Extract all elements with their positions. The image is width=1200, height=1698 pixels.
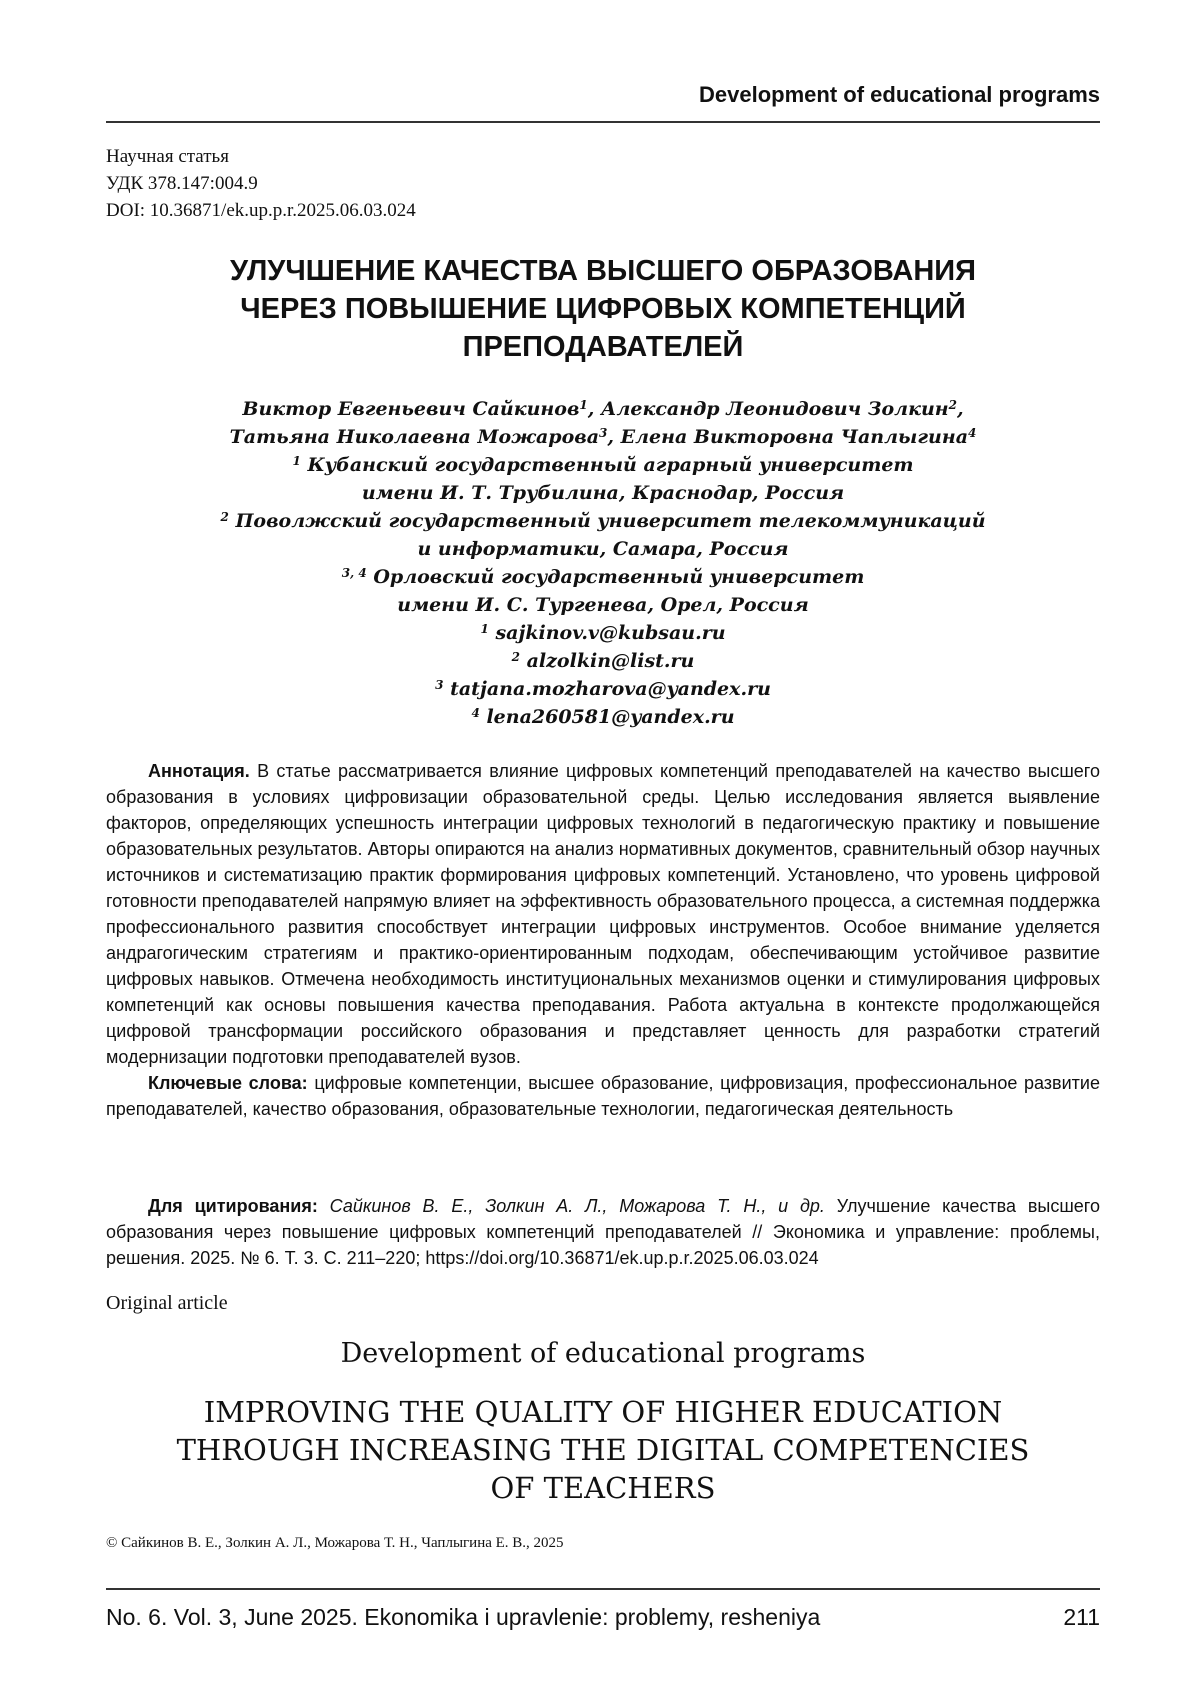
email-link[interactable]: sajkinov.v@kubsau.ru — [495, 622, 726, 644]
email-line: $^3$ tatjana.mozharova@yandex.ru — [435, 678, 771, 700]
running-head: Development of educational programs — [699, 82, 1100, 107]
email-line: $^4$ lena260581@yandex.ru — [471, 706, 735, 728]
abstract-section — [106, 758, 1100, 1122]
affiliation-3-4: $^{3, 4}$ Орловский государственный университет — [341, 566, 865, 588]
original-article-label: Original article — [106, 1292, 228, 1314]
page-number: 211 — [1063, 1604, 1100, 1630]
english-title-line: OF TEACHERS — [490, 1471, 716, 1505]
affiliation-1: $^1$ Кубанский государственный аграрный университет — [292, 454, 914, 476]
author-name: Александр Леонидович Золкин — [601, 398, 949, 420]
citation-block — [106, 1193, 1100, 1271]
email-link[interactable]: tatjana.mozharova@yandex.ru — [450, 678, 771, 700]
russian-title-line: УЛУЧШЕНИЕ КАЧЕСТВА ВЫСШЕГО ОБРАЗОВАНИЯ — [230, 255, 976, 287]
english-title-line: THROUGH INCREASING THE DIGITAL COMPETENCIES — [176, 1433, 1030, 1467]
citation-label: Для цитирования: — [148, 1196, 318, 1216]
citation-authors: Сайкинов В. Е., Золкин А. Л., Можарова Т. Н., и др. — [317, 1196, 825, 1216]
abstract-label: Аннотация. — [148, 761, 250, 781]
journal-info: No. 6. Vol. 3, June 2025. Ekonomika i upravlenie: problemy, resheniya — [106, 1604, 821, 1630]
udc-code: УДК 378.147:004.9 — [106, 173, 258, 194]
author-name: Виктор Евгеньевич Сайкинов — [242, 398, 580, 420]
author-name: Татьяна Николаевна Можарова — [229, 426, 600, 448]
email-link[interactable]: alzolkin@list.ru — [526, 650, 695, 672]
author-sup: 2 — [948, 398, 957, 412]
abstract-paragraph — [106, 758, 1100, 1070]
article-type: Научная статья — [106, 146, 229, 167]
keywords-label: Ключевые слова: — [148, 1073, 308, 1093]
citation-text: Улучшение качества высшего образования через повышение цифровых компетенций преподавателей // Экономика и управление: проблемы, решения. 2025. № 6. Т. 3. С. 211–220; https://doi.org/10.36871/ek.up.p.r.2025.06.03.024 — [106, 1196, 1100, 1268]
affiliation-3-4-cont: имени И. С. Тургенева, Орел, Россия — [397, 594, 809, 616]
affiliation-2: $^2$ Поволжский государственный университет телекоммуникаций — [220, 510, 986, 532]
header-rule — [106, 121, 1100, 123]
doi: DOI: 10.36871/ek.up.p.r.2025.06.03.024 — [106, 200, 416, 221]
russian-title-line: ПРЕПОДАВАТЕЛЕЙ — [462, 331, 744, 363]
authors-block — [106, 395, 1100, 731]
keywords-paragraph — [106, 1070, 1100, 1122]
affiliation-2-cont: и информатики, Самара, Россия — [417, 538, 789, 560]
author-sup: 3 — [599, 426, 608, 440]
authors-line-1: Виктор Евгеньевич Сайкинов$^1$, Александр Леонидович Золкин$^2$, — [242, 398, 964, 420]
page-footer — [106, 1604, 1100, 1631]
affiliation-1-cont: имени И. Т. Трубилина, Краснодар, Россия — [361, 482, 845, 504]
abstract-text: В статье рассматривается влияние цифровых компетенций преподавателей на качество высшего образования в условиях цифровизации образовательной среды. Целью исследования является выявление факторов, определяющих успешность интеграции цифровых технологий в педагогическую практику и повышение образовательных результатов. Авторы опираются на анализ нормативных документов, сравнительный обзор научных источников и систематизацию практик формирования цифровых компетенций. Установлено, что уровень цифровой готовности преподавателей напрямую влияет на эффективность образовательного процесса, а системная поддержка профессионального развития способствует интеграции цифровых инструментов. Особое внимание уделяется андрагогическим стратегиям и практико-ориентированным подходам, обеспечивающим устойчивое развитие цифровых навыков. Отмечена необходимость институциональных механизмов оценки и стимулирования цифровых компетенций как основы повышения качества преподавания. Работа актуальна в контексте продолжающейся цифровой трансформации российского образования и представляет ценность для разработки стратегий модернизации подготовки преподавателей вузов. — [106, 761, 1100, 1067]
article-meta — [106, 143, 416, 224]
english-section-title: Development of educational programs — [340, 1338, 866, 1369]
keywords-text: цифровые компетенции, высшее образование, цифровизация, профессиональное развитие преподавателей, качество образования, образовательные технологии, педагогическая деятельность — [106, 1073, 1100, 1119]
email-link[interactable]: lena260581@yandex.ru — [486, 706, 735, 728]
footer-rule — [106, 1588, 1100, 1590]
english-title — [106, 1393, 1100, 1507]
copyright-notice: © Сайкинов В. Е., Золкин А. Л., Можарова Т. Н., Чаплыгина Е. В., 2025 — [106, 1535, 564, 1551]
authors-line-2: Татьяна Николаевна Можарова$^3$, Елена Викторовна Чаплыгина$^4$ — [229, 426, 977, 448]
english-title-line: IMPROVING THE QUALITY OF HIGHER EDUCATION — [203, 1395, 1003, 1429]
email-line: $^2$ alzolkin@list.ru — [511, 650, 695, 672]
author-sup: 4 — [968, 426, 977, 440]
author-name: Елена Викторовна Чаплыгина — [620, 426, 969, 448]
email-line: $^1$ sajkinov.v@kubsau.ru — [480, 622, 726, 644]
author-sup: 1 — [579, 398, 588, 412]
russian-title — [106, 252, 1100, 366]
russian-title-line: ЧЕРЕЗ ПОВЫШЕНИЕ ЦИФРОВЫХ КОМПЕТЕНЦИЙ — [240, 293, 966, 325]
